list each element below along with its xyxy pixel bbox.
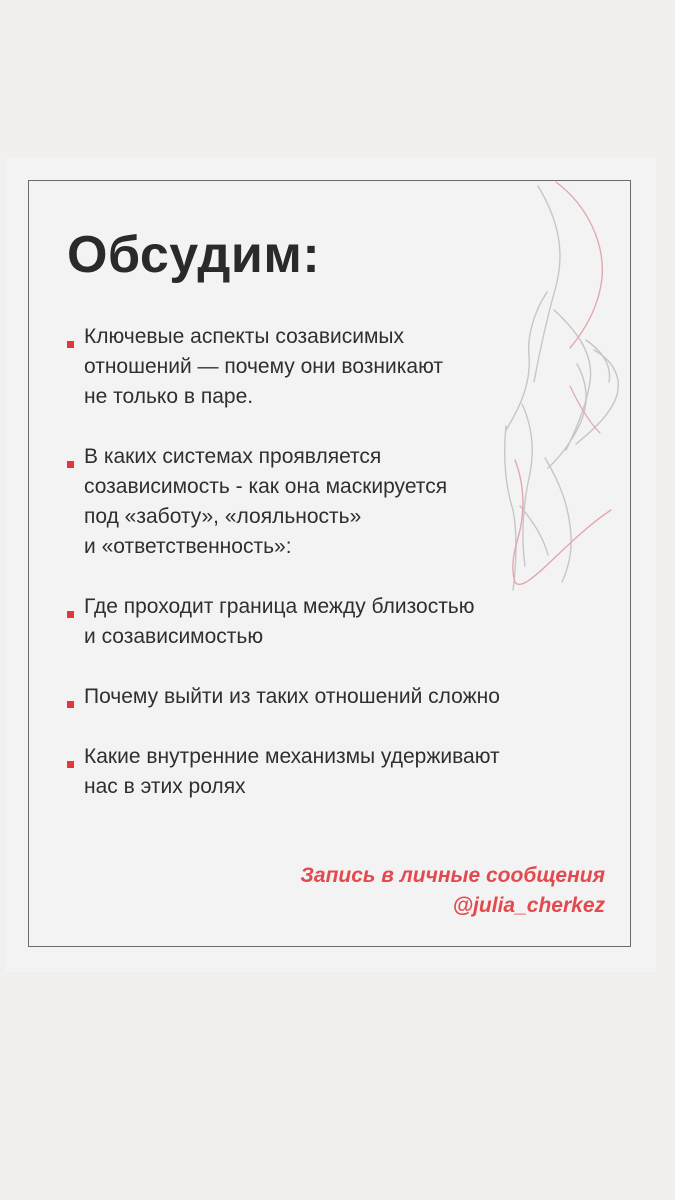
list-item <box>67 322 612 412</box>
list-item <box>67 442 612 562</box>
red-square-icon <box>67 341 74 348</box>
instagram-handle: @julia_cherkez <box>452 894 605 917</box>
list-item <box>67 682 612 712</box>
red-square-icon <box>67 461 74 468</box>
list-item <box>67 742 612 802</box>
red-square-icon <box>67 701 74 708</box>
list-item-text: Где проходит граница между близостью и созависимостью <box>84 595 475 648</box>
page-title: Обсудим: <box>67 226 321 284</box>
cta-message: Запись в личные сообщения <box>300 864 605 887</box>
red-square-icon <box>67 611 74 618</box>
list-item-text: В каких системах проявляется созависимость - как она маскируется под «заботу», «лояльность» и «ответственность»: <box>84 445 448 558</box>
list-item-text: Ключевые аспекты созависимых отношений — почему они возникают не только в паре. <box>84 325 443 408</box>
topic-list <box>67 322 612 832</box>
list-item <box>67 592 612 652</box>
call-to-action <box>300 861 605 921</box>
list-item-text: Какие внутренние механизмы удерживают нас в этих ролях <box>84 745 500 798</box>
list-item-text: Почему выйти из таких отношений сложно <box>84 685 500 708</box>
red-square-icon <box>67 761 74 768</box>
